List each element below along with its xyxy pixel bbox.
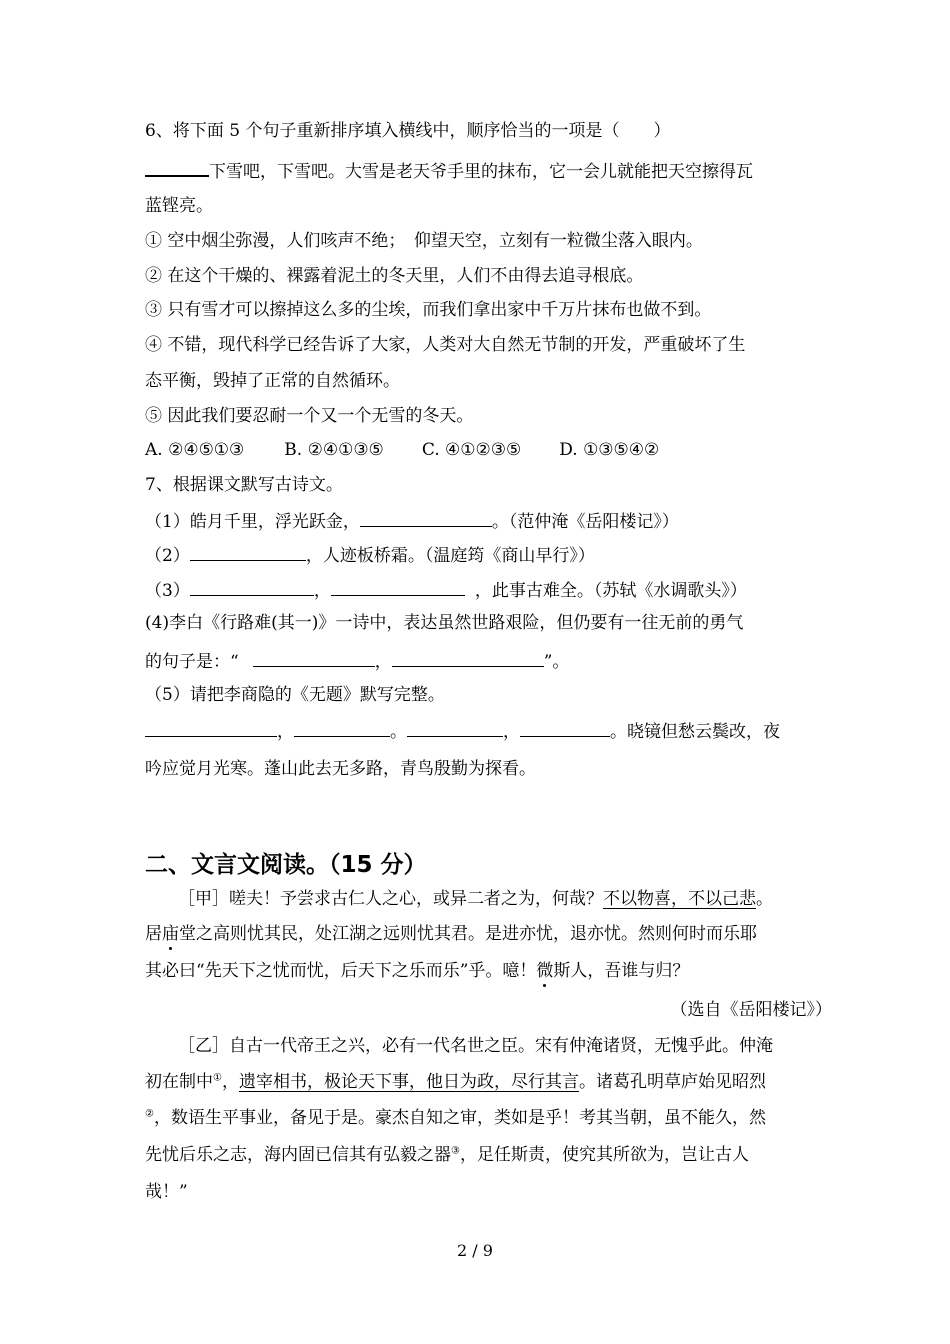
- q7-item-3-comma: ，: [313, 581, 331, 601]
- q7-item-4a: (4)李白《行路难(其一)》一诗中，表达虽然世路艰险，但仍要有一往无前的勇气: [145, 613, 744, 633]
- q7-item-5-comma-1: ，: [277, 722, 294, 742]
- q6-title: 6、将下面 5 个句子重新排序填入横线中，顺序恰当的一项是（ ）: [145, 121, 671, 141]
- yi-text: ，数语生平事业，备见于是。豪杰自知之审，类如是乎！考其当朝，虽不能久，然: [153, 1108, 766, 1128]
- q7-item-1: [145, 509, 679, 533]
- yi-comma: ，: [221, 1072, 239, 1092]
- jia-line-3: [145, 960, 689, 982]
- jia-line-2: [145, 923, 757, 945]
- q7-item-4-comma: ，: [374, 652, 392, 672]
- jia-text: ［甲］嗟夫！予尝求古仁人之心，或异二者之为，何哉？: [178, 889, 603, 909]
- q6-option-d[interactable]: D. ①③⑤④②: [559, 440, 660, 460]
- q7-item-2-suffix: ，人迹板桥霜。（温庭筠《商山早行》）: [305, 546, 595, 566]
- q7-item-4-suffix: ”。: [543, 652, 570, 672]
- jia-source: （选自《岳阳楼记》）: [670, 1000, 832, 1020]
- q7-item-5-blank-2[interactable]: [294, 719, 390, 737]
- q7-item-5-blank-3[interactable]: [407, 719, 503, 737]
- q7-item-1-blank[interactable]: [360, 509, 492, 527]
- jia-dotted-char: 庙: [162, 924, 179, 944]
- q6-options: [145, 439, 659, 461]
- q7-item-3: [145, 578, 747, 602]
- jia-line-1: [178, 888, 773, 910]
- q6-option-b[interactable]: B. ②④①③⑤: [284, 440, 384, 460]
- q6-sentence-2: ② 在这个干燥的、裸露着泥土的冬天里，人们不由得去追寻根底。: [145, 266, 644, 286]
- q7-item-4b: [145, 649, 569, 673]
- q6-lead-cont: 蓝铿亮。: [145, 196, 213, 216]
- q7-item-5-suffix: 。晓镜但愁云鬓改，夜: [610, 722, 780, 742]
- q7-item-3-blank-1[interactable]: [190, 578, 314, 596]
- yi-line-5: 哉！”: [145, 1182, 188, 1202]
- page-number: 2 / 9: [457, 1241, 493, 1260]
- yi-line-2: [145, 1071, 766, 1093]
- yi-text: ，足任斯责，使究其所欲为，岂让古人: [459, 1145, 749, 1165]
- yi-text: 。诸葛孔明草庐始见昭烈: [578, 1072, 766, 1092]
- q6-option-a[interactable]: A. ②④⑤①③: [145, 440, 245, 460]
- q6-lead-text: 下雪吧，下雪吧。大雪是老天爷手里的抹布，它一会儿就能把天空擦得瓦: [209, 162, 753, 182]
- yi-line-3: [145, 1107, 766, 1129]
- q6-answer-blank[interactable]: [145, 158, 209, 177]
- q6-sentence-3: ③ 只有雪才可以擦掉这么多的尘埃，而我们拿出家中千万片抹布也做不到。: [145, 300, 712, 320]
- q7-item-5-period: 。: [390, 722, 407, 742]
- q7-item-4-blank-1[interactable]: [253, 649, 375, 667]
- q7-item-2-prefix: （2）: [145, 546, 190, 566]
- jia-text: 其必曰“先天下之忧而忧，后天下之乐而乐”乎。噫！: [145, 961, 537, 981]
- q7-item-3-blank-2[interactable]: [331, 578, 465, 596]
- jia-period: 。: [756, 889, 773, 909]
- jia-text: 斯人，吾谁与归？: [553, 961, 690, 981]
- q7-title: 7、根据课文默写古诗文。: [145, 475, 343, 495]
- yi-text: 先忧后乐之志，海内固已信其有弘毅之器: [145, 1145, 451, 1165]
- jia-text: 堂之高则忧其民，处江湖之远则忧其君。是进亦忧，退亦忧。然则何时而乐耶: [179, 924, 757, 944]
- yi-underlined-phrase: 遗宰相书，极论天下事，他日为政，尽行其言: [238, 1072, 579, 1092]
- q7-item-4-blank-2[interactable]: [392, 649, 544, 667]
- q6-sentence-1: ① 空中烟尘弥漫，人们咳声不绝； 仰望天空，立刻有一粒微尘落入眼内。: [145, 231, 703, 251]
- yi-line-1: ［乙］自古一代帝王之兴，必有一代名世之臣。宋有仲淹诸贤，无愧乎此。仲淹: [178, 1036, 773, 1056]
- q7-item-5-blank-1[interactable]: [145, 719, 277, 737]
- q7-item-5-cont: 吟应觉月光寒。蓬山此去无多路，青鸟殷勤为探看。: [145, 759, 536, 779]
- q7-item-5-title: （5）请把李商隐的《无题》默写完整。: [145, 685, 445, 705]
- q6-lead-line: [145, 158, 753, 183]
- section-heading: 二、文言文阅读。（15 分）: [145, 852, 427, 878]
- footnote-3-marker[interactable]: ③: [451, 1145, 460, 1157]
- q6-sentence-4a: ④ 不错，现代科学已经告诉了大家，人类对大自然无节制的开发，严重破坏了生: [145, 335, 746, 355]
- q6-option-c[interactable]: C. ④①②③⑤: [421, 440, 522, 460]
- q6-sentence-5: ⑤ 因此我们要忍耐一个又一个无雪的冬天。: [145, 406, 474, 426]
- q7-item-5-comma-2: ，: [503, 722, 520, 742]
- q7-item-4-prefix: 的句子是：“: [145, 652, 239, 672]
- q7-item-3-prefix: （3）: [145, 581, 190, 601]
- q7-item-2: [145, 543, 595, 567]
- jia-underlined-phrase: 不以物喜，不以己悲: [603, 889, 756, 909]
- q7-item-2-blank[interactable]: [190, 543, 306, 561]
- q6-sentence-4b: 态平衡，毁掉了正常的自然循环。: [145, 371, 400, 391]
- yi-line-4: [145, 1144, 749, 1166]
- footnote-2-marker[interactable]: ②: [145, 1108, 154, 1120]
- q7-item-3-suffix: ，此事古难全。（苏轼《水调歌头》）: [474, 581, 747, 601]
- jia-dotted-char: 微: [536, 961, 554, 981]
- q7-item-5-line: [145, 719, 780, 743]
- footnote-1-marker[interactable]: ①: [213, 1072, 222, 1084]
- yi-text: 初在制中: [145, 1072, 213, 1092]
- q7-item-1-suffix: 。（范仲淹《岳阳楼记》）: [491, 512, 679, 532]
- jia-text: 居: [145, 924, 162, 944]
- q7-item-5-blank-4[interactable]: [520, 719, 610, 737]
- q7-item-1-prefix: （1）皓月千里，浮光跃金，: [145, 512, 360, 532]
